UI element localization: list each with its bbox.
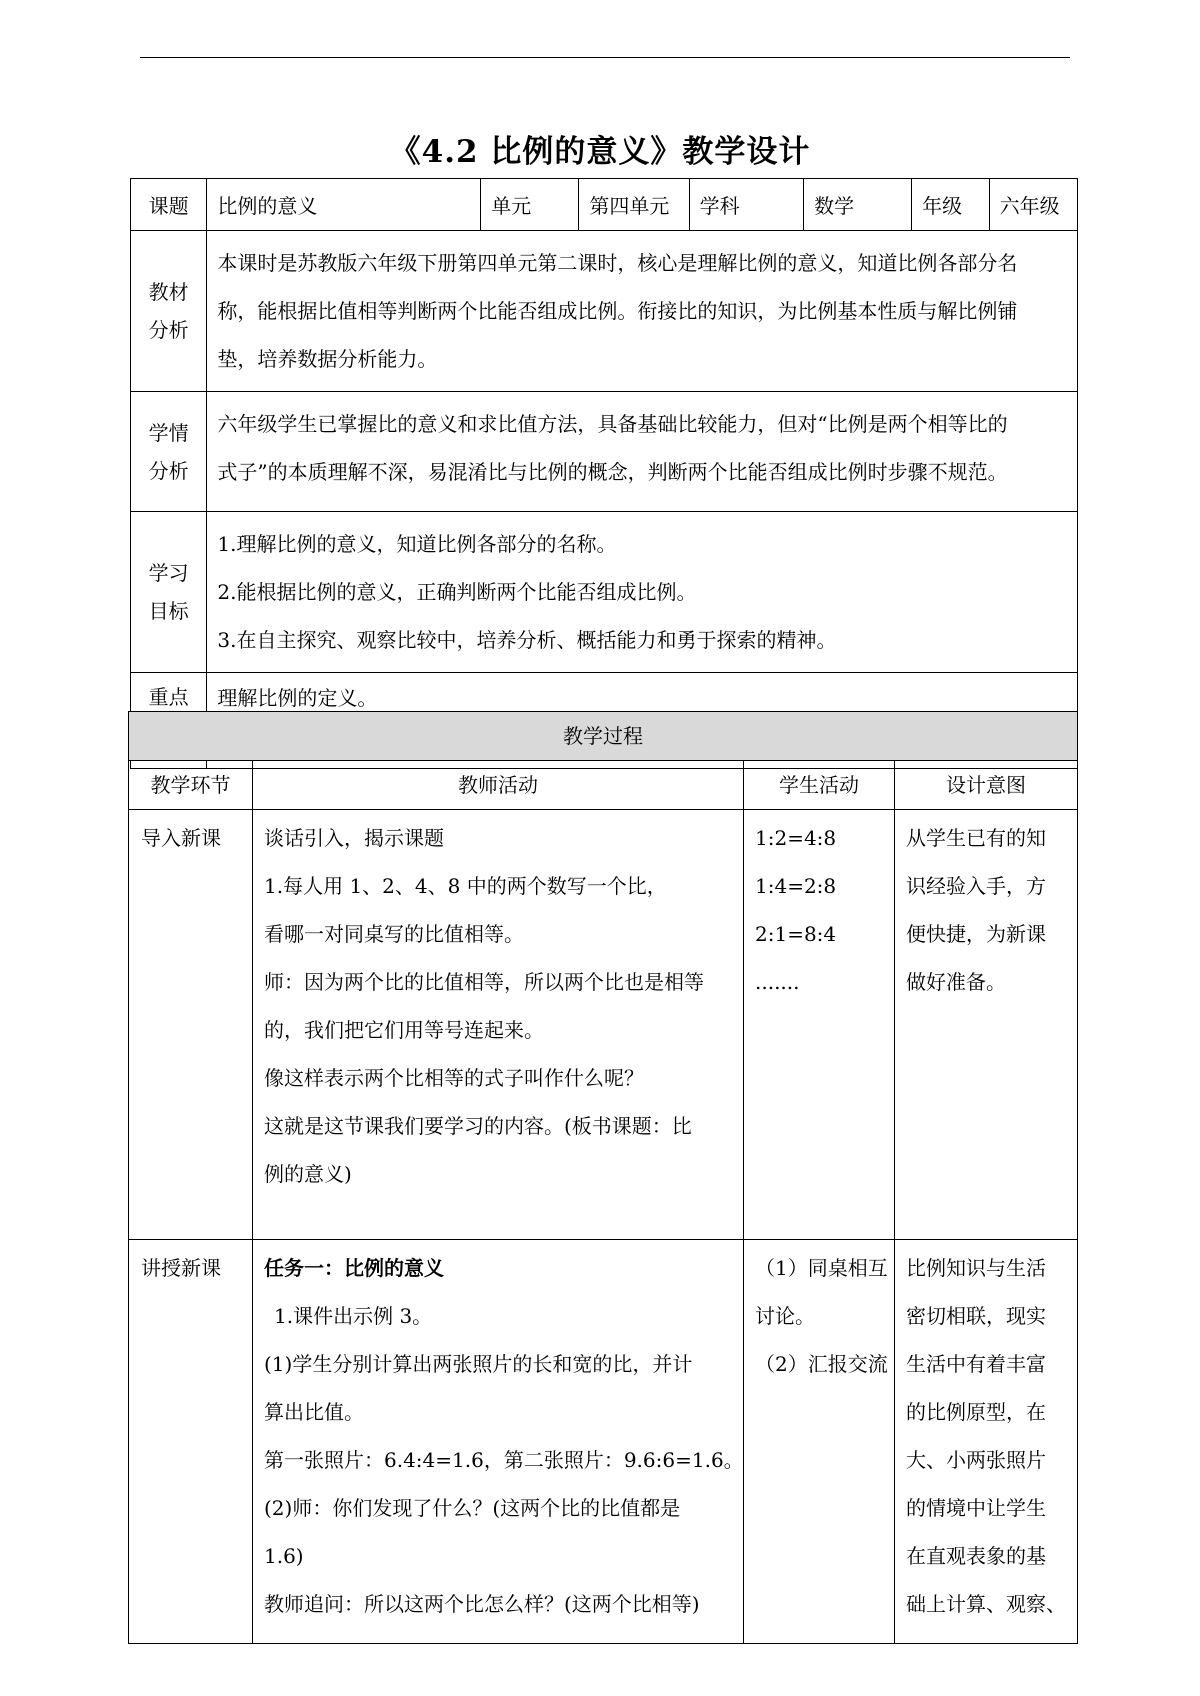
process-column-headers <box>129 761 1078 810</box>
student-activity-new-lesson: （1）同桌相互 讨论。 （2）汇报交流 <box>744 1240 895 1644</box>
info-row-students <box>131 392 1078 512</box>
teacher-activity-intro: 谈话引入，揭示课题 1.每人用 1、2、4、8 中的两个数写一个比， 看哪一对同桌写的比值相等。 师：因为两个比的比值相等，所以两个比也是相等 的，我们把它们用等号连起来。 像这样表示两个比相等的式子叫作什么呢？ 这就是这节课我们要学习的内容。(板书课题：比 例的意义) <box>253 810 744 1240</box>
info-table <box>130 178 1078 769</box>
student-activity-intro: 1:2=4:8 1:4=2:8 2:1=8:4 ....... <box>744 810 895 1240</box>
process-row-new-lesson <box>129 1240 1078 1644</box>
subject-value: 数学 <box>804 179 912 231</box>
col-header-teacher: 教师活动 <box>253 761 744 810</box>
info-row-material <box>131 231 1078 392</box>
design-intent-new-lesson: 比例知识与生活 密切相联，现实 生活中有着丰富 的比例原型，在 大、小两张照片 的情境中让学生 在直观表象的基 础上计算、观察、 <box>895 1240 1078 1644</box>
teacher-activity-new-lesson: 任务一：比例的意义 1.课件出示例 3。 (1)学生分别计算出两张照片的长和宽的比，并计 算出比值。 第一张照片：6.4:4=1.6，第二张照片：9.6:6=1.6。 (2)师：你们发现了什么？(这两个比的比值都是 1.6) 教师追问：所以这两个比怎么样？(这两个比相等) <box>253 1240 744 1644</box>
col-header-stage: 教学环节 <box>129 761 253 810</box>
process-header-row <box>129 712 1078 761</box>
info-row-topic <box>131 179 1078 231</box>
stage-new-lesson: 讲授新课 <box>129 1240 253 1644</box>
info-row-goals <box>131 512 1078 673</box>
document-title: 《4.2 比例的意义》教学设计 <box>389 134 811 170</box>
unit-value: 第四单元 <box>579 179 689 231</box>
header-rule <box>140 57 1070 58</box>
material-text: 本课时是苏教版六年级下册第四单元第二课时，核心是理解比例的意义，知道比例各部分名 称，能根据比值相等判断两个比能否组成比例。衔接比的知识，为比例基本性质与解比例铺 垫，培养数据分析能力。 <box>207 231 1078 392</box>
process-table <box>128 711 1078 1644</box>
students-label: 学情 分析 <box>131 392 207 512</box>
process-row-intro <box>129 810 1078 1240</box>
material-label: 教材 分析 <box>131 231 207 392</box>
process-header: 教学过程 <box>129 712 1078 761</box>
grade-label: 年级 <box>912 179 989 231</box>
goals-label: 学习 目标 <box>131 512 207 673</box>
grade-value: 六年级 <box>989 179 1077 231</box>
col-header-student: 学生活动 <box>744 761 895 810</box>
task-heading: 任务一：比例的意义 <box>264 1256 444 1280</box>
design-intent-intro: 从学生已有的知 识经验入手，方 便快捷，为新课 做好准备。 <box>895 810 1078 1240</box>
subject-label: 学科 <box>689 179 804 231</box>
key-label: 重点 <box>131 673 207 721</box>
col-header-intent: 设计意图 <box>895 761 1078 810</box>
goals-text: 1.理解比例的意义，知道比例各部分的名称。 2.能根据比例的意义，正确判断两个比能否组成比例。 3.在自主探究、观察比较中，培养分析、概括能力和勇于探索的精神。 <box>207 512 1078 673</box>
topic-label: 课题 <box>131 179 207 231</box>
key-value: 理解比例的定义。 <box>207 673 1078 721</box>
unit-label: 单元 <box>481 179 579 231</box>
topic-value: 比例的意义 <box>207 179 481 231</box>
students-text: 六年级学生已掌握比的意义和求比值方法，具备基础比较能力，但对“比例是两个相等比的 式子”的本质理解不深，易混淆比与比例的概念，判断两个比能否组成比例时步骤不规范。 <box>207 392 1078 512</box>
stage-intro: 导入新课 <box>129 810 253 1240</box>
